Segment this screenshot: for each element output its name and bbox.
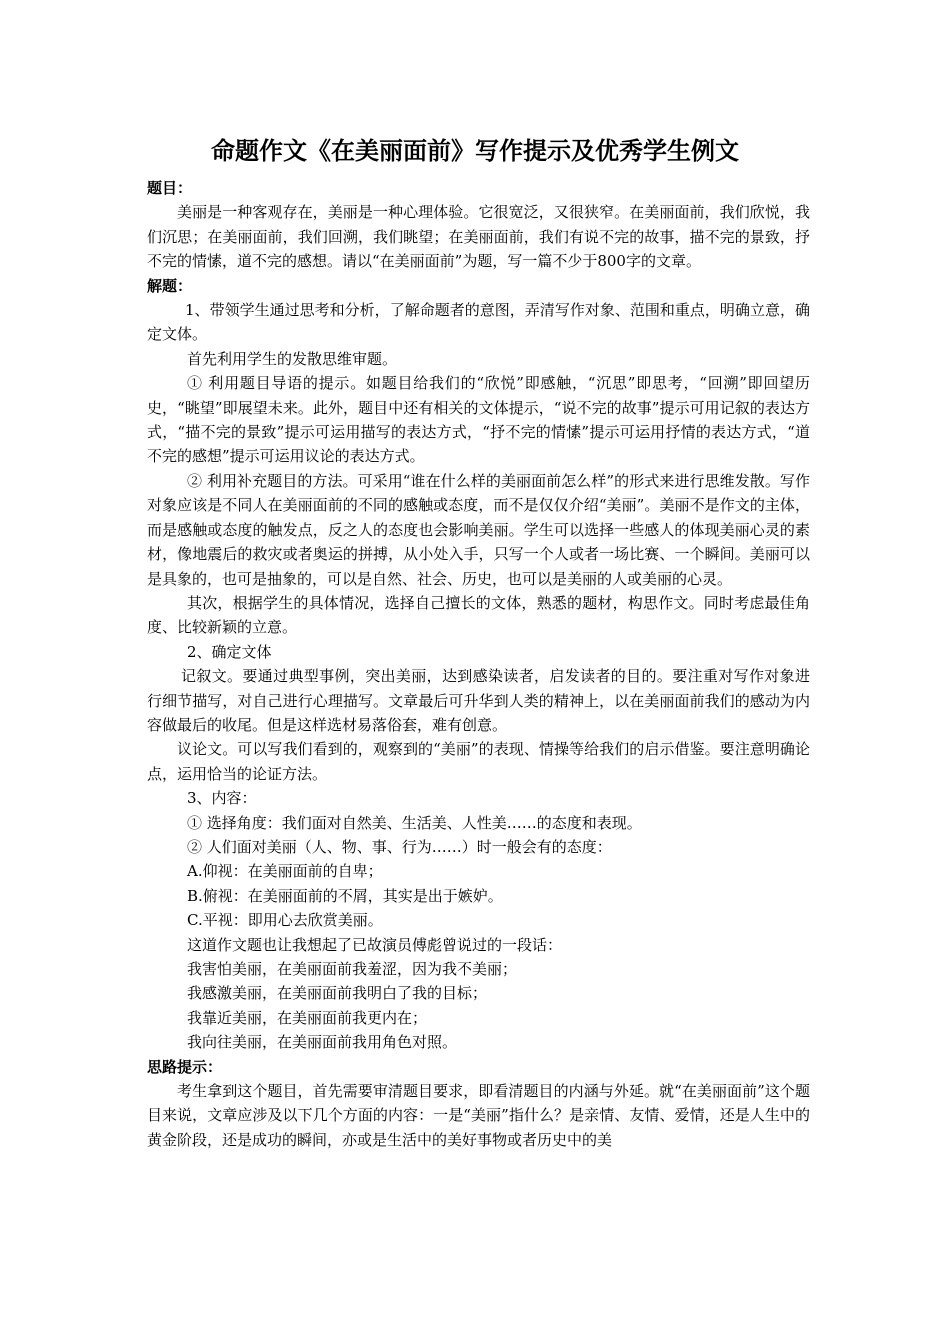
analysis-list-item: ② 人们面对美丽（人、物、事、行为……）时一般会有的态度： bbox=[187, 837, 612, 856]
topic-heading: 题目： bbox=[147, 179, 193, 197]
hints-paragraph: 考生拿到这个题目，首先需要审清题目要求，即看清题目的内涵与外延。就“在美丽面前”这个题目来说，文章应涉及以下几个方面的内容：一是“美丽”指什么？是亲情、友情、爱情，还是人生中的黄金阶段，还是成功的瞬间，亦或是生活中的美好事物或者历史中的美 bbox=[147, 1082, 810, 1149]
analysis-list-item: B.俯视：在美丽面前的不屑，其实是出于嫉妒。 bbox=[187, 886, 503, 905]
analysis-paragraph: 首先利用学生的发散思维审题。 bbox=[187, 349, 398, 368]
analysis-paragraph: 2、确定文体 bbox=[187, 642, 272, 661]
analysis-paragraph: 其次，根据学生的具体情况，选择自己擅长的文体，熟悉的题材，构思作文。同时考虑最佳角度、比较新颖的立意。 bbox=[147, 593, 810, 637]
hints-heading: 思路提示： bbox=[147, 1057, 223, 1076]
analysis-paragraph: ② 利用补充题目的方法。可采用“谁在什么样的美丽面前怎么样”的形式来进行思维发散。写作对象应该是不同人在美丽面前的不同的感触或态度，而不是仅仅介绍“美丽”。美丽不是作文的主体，而是感触或态度的触发点，反之人的态度也会影响美丽。学生可以选择一些感人的体现美丽心灵的素材，像地震后的救灾或者奥运的拼搏，从小处入手，只写一个人或者一场比赛、一个瞬间。美丽可以是具象的，也可是抽象的，可以是自然、社会、历史，也可以是美丽的人或美丽的心灵。 bbox=[147, 471, 810, 588]
analysis-list-item: ① 选择角度：我们面对自然美、生活美、人性美……的态度和表现。 bbox=[187, 813, 642, 832]
analysis-paragraph: 1、带领学生通过思考和分析，了解命题者的意图，弄清写作对象、范围和重点，明确立意，确定文体。 bbox=[147, 301, 810, 344]
quote-line: 我害怕美丽，在美丽面前我羞涩，因为我不美丽； bbox=[187, 960, 518, 978]
quote-line: 我感激美丽，在美丽面前我明白了我的目标； bbox=[187, 984, 488, 1003]
analysis-list-item: C.平视：即用心去欣赏美丽。 bbox=[187, 911, 383, 930]
analysis-paragraph: 记叙文。要通过典型事例，突出美丽，达到感染读者，启发读者的目的。要注重对写作对象进行细节描写，对自己进行心理描写。文章最后可升华到人类的精神上，以在美丽面前我们的感动为内容做最后的收尾。但是这样选材易落俗套，难有创意。 bbox=[147, 667, 810, 734]
document-body bbox=[147, 176, 810, 1152]
analysis-list-item: A.仰视：在美丽面前的自卑； bbox=[187, 862, 383, 881]
topic-paragraph: 美丽是一种客观存在，美丽是一种心理体验。它很宽泛，又很狭窄。在美丽面前，我们欣悦，我们沉思；在美丽面前，我们回溯，我们眺望；在美丽面前，我们有说不完的故事，描不完的景致，抒不完的情愫，道不完的感想。请以“在美丽面前”为题，写一篇不少于800字的文章。 bbox=[147, 203, 810, 271]
quote-line: 我向往美丽，在美丽面前我用角色对照。 bbox=[187, 1033, 458, 1052]
document-title: 命题作文《在美丽面前》写作提示及优秀学生例文 bbox=[211, 136, 739, 165]
analysis-paragraph: 这道作文题也让我想起了已故演员傅彪曾说过的一段话： bbox=[187, 935, 563, 954]
analysis-paragraph: ① 利用题目导语的提示。如题目给我们的“欣悦”即感触，“沉思”即思考，“回溯”即回望历史，“眺望”即展望未来。此外，题目中还有相关的文体提示，“说不完的故事”提示可用记叙的表达方式，“描不完的景致”提示可运用描写的表达方式，“抒不完的情愫”提示可运用抒情的表达方式，“道不完的感想”提示可运用议论的表达方式。 bbox=[147, 374, 810, 466]
analysis-heading: 解题： bbox=[147, 276, 193, 295]
analysis-paragraph: 3、内容： bbox=[187, 789, 257, 808]
quote-line: 我靠近美丽，在美丽面前我更内在； bbox=[187, 1008, 428, 1027]
analysis-paragraph: 议论文。可以写我们看到的，观察到的“美丽”的表现、情操等给我们的启示借鉴。要注意明确论点，运用恰当的论证方法。 bbox=[147, 740, 810, 783]
